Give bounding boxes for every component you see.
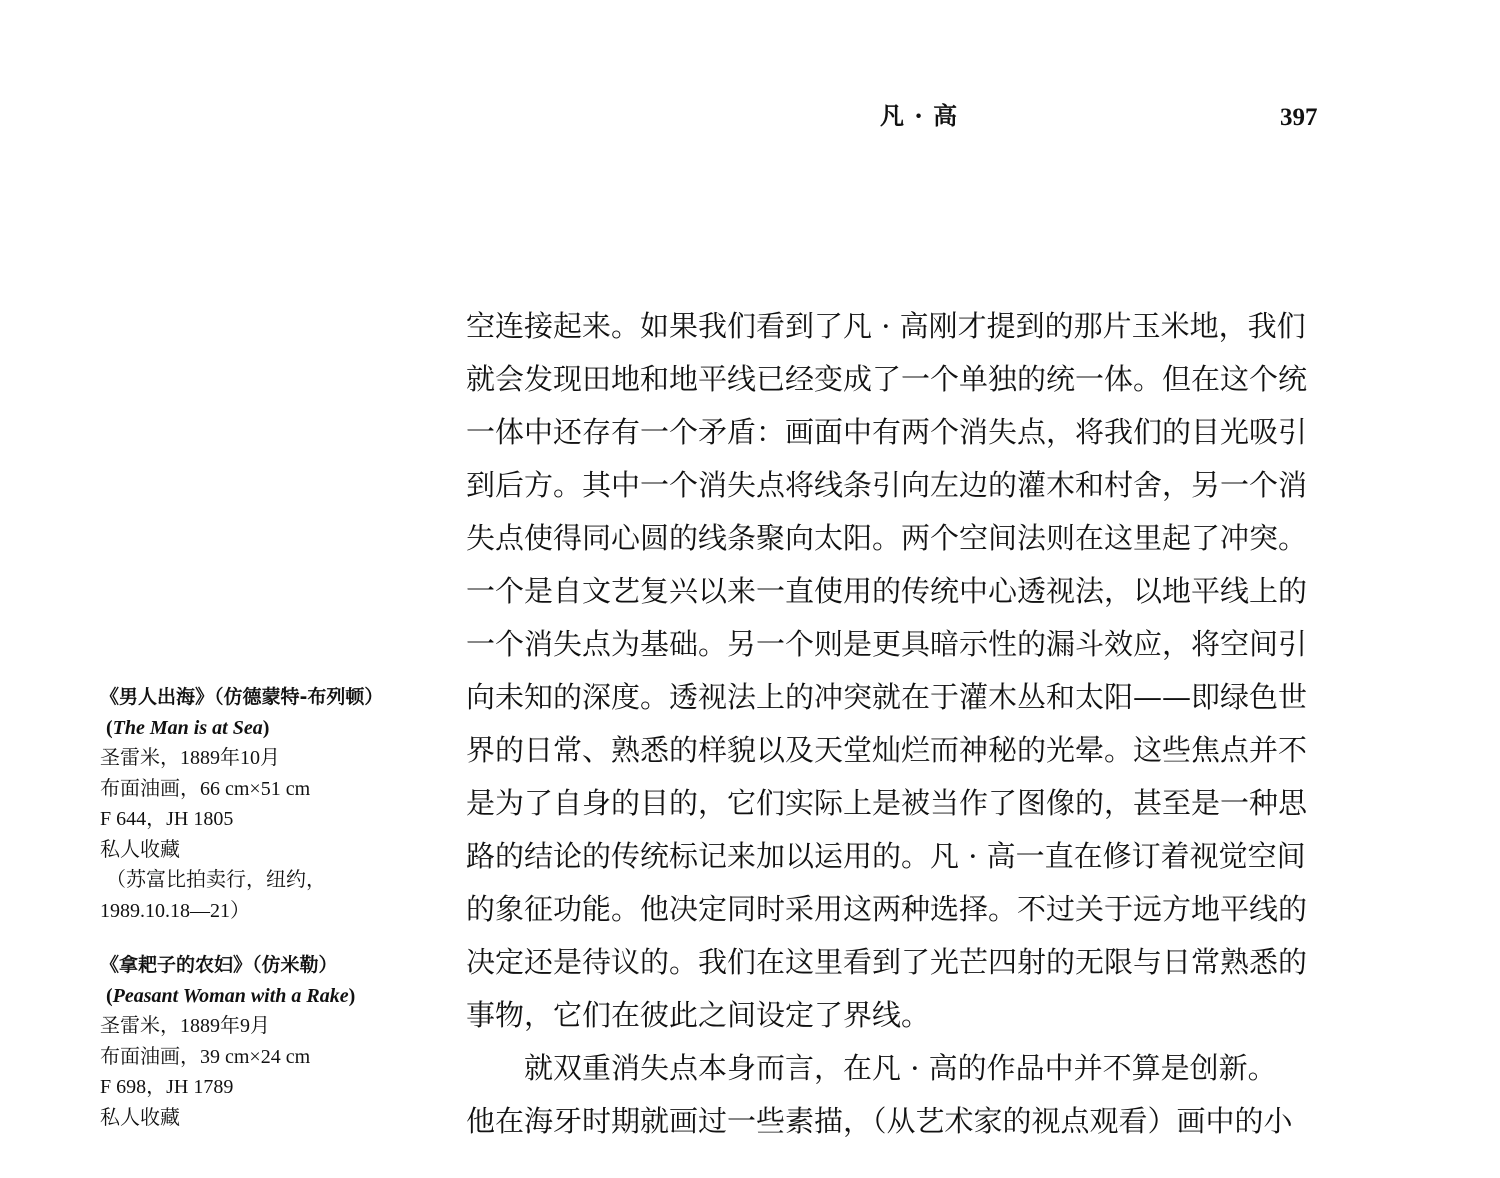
caption-catalog: F 644，JH 1805: [100, 808, 234, 830]
text-line: 路的结论的传统标记来加以运用的。凡 · 高一直在修订着视觉空间: [466, 839, 1306, 873]
text-line: 的象征功能。他决定同时采用这两种选择。不过关于远方地平线的: [466, 892, 1308, 926]
artwork-caption: [100, 950, 445, 1133]
caption-note: （苏富比拍卖行，纽约，: [106, 869, 326, 891]
paragraph-first-line: 就双重消失点本身而言，在凡 · 高的作品中并不算是创新。: [524, 1051, 1277, 1085]
text-line: 事物，它们在彼此之间设定了界线。: [466, 998, 931, 1032]
text-line: 决定还是待议的。我们在这里看到了光芒四射的无限与日常熟悉的: [466, 945, 1308, 979]
caption-title: 《男人出海》（仿德蒙特-布列顿）: [100, 686, 384, 708]
caption-note-date: 1989.10.18—21）: [100, 899, 250, 922]
caption-english-title-text: Peasant Woman with a Rake: [112, 984, 349, 1007]
text-line: 失点使得同心圆的线条聚向太阳。两个空间法则在这里起了冲突。: [466, 521, 1308, 555]
caption-place-date: 圣雷米，1889年9月: [100, 1015, 270, 1037]
text-line: 一个消失点为基础。另一个则是更具暗示性的漏斗效应，将空间引: [466, 627, 1308, 661]
text-line: 空连接起来。如果我们看到了凡 · 高刚才提到的那片玉米地，我们: [466, 309, 1306, 343]
body-text: [466, 300, 1311, 1148]
caption-english-title: (The Man is at Sea): [106, 716, 270, 739]
text-line: 界的日常、熟悉的样貌以及天堂灿烂而神秘的光晕。这些焦点并不: [466, 733, 1308, 767]
caption-english-title-text: The Man is at Sea: [112, 716, 263, 739]
text-line: 一体中还存有一个矛盾：画面中有两个消失点，将我们的目光吸引: [466, 415, 1308, 449]
text-line: 就会发现田地和地平线已经变成了一个单独的统一体。但在这个统: [466, 362, 1308, 396]
caption-collection: 私人收藏: [100, 838, 180, 861]
text-line: 一个是自文艺复兴以来一直使用的传统中心透视法，以地平线上的: [466, 574, 1308, 608]
text-line: 向未知的深度。透视法上的冲突就在于灌木丛和太阳——即绿色世: [466, 680, 1308, 714]
caption-sidebar: [100, 682, 445, 1133]
caption-catalog: F 698，JH 1789: [100, 1076, 234, 1098]
caption-english-title: (Peasant Woman with a Rake): [106, 984, 356, 1007]
caption-medium: 布面油画，66 cm×51 cm: [100, 777, 311, 800]
caption-place-date: 圣雷米，1889年10月: [100, 747, 280, 769]
caption-title: 《拿耙子的农妇》（仿米勒）: [100, 954, 338, 976]
caption-medium: 布面油画，39 cm×24 cm: [100, 1045, 311, 1068]
text-line: 是为了自身的目的，它们实际上是被当作了图像的，甚至是一种思: [466, 786, 1308, 820]
running-header: [0, 96, 1500, 136]
caption-collection: 私人收藏: [100, 1106, 180, 1129]
artwork-caption: [100, 682, 445, 926]
text-line: 他在海牙时期就画过一些素描，（从艺术家的视点观看）画中的小: [466, 1104, 1293, 1138]
running-title: 凡 · 高: [880, 101, 959, 130]
text-line: 到后方。其中一个消失点将线条引向左边的灌木和村舍，另一个消: [466, 468, 1308, 502]
page-number: 397: [1280, 104, 1318, 131]
